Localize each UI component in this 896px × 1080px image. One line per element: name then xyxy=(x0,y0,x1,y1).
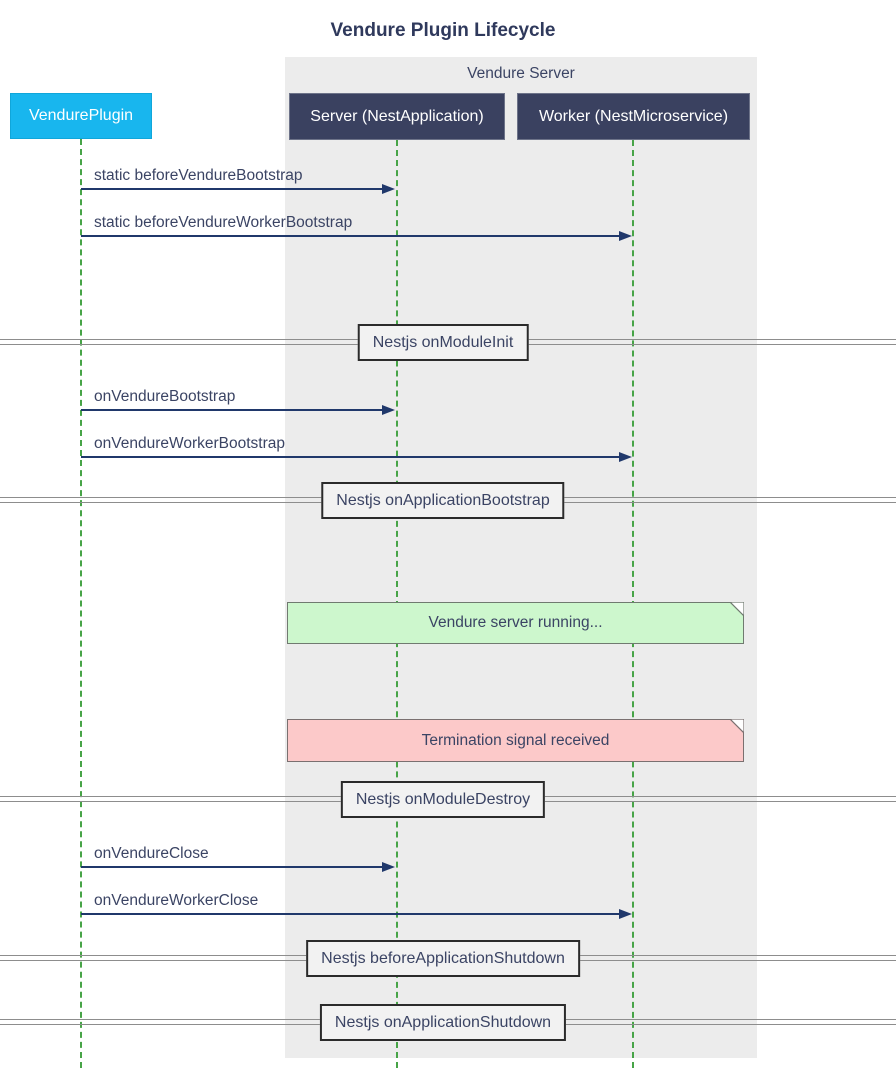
vendure-server-group xyxy=(285,57,757,1058)
message-arrow xyxy=(81,866,382,868)
note-fold-icon xyxy=(730,602,744,616)
arrow-head-icon xyxy=(382,184,395,194)
arrow-head-icon xyxy=(619,909,632,919)
message-label: static beforeVendureWorkerBootstrap xyxy=(94,214,353,231)
message-arrow xyxy=(81,409,382,411)
arrow-head-icon xyxy=(619,231,632,241)
note-termination-signal xyxy=(287,719,744,762)
arrow-head-icon xyxy=(382,862,395,872)
divider-label: Nestjs onApplicationShutdown xyxy=(320,1004,566,1041)
arrow-head-icon xyxy=(619,452,632,462)
message-label: onVendureBootstrap xyxy=(94,388,236,405)
message-label: onVendureWorkerBootstrap xyxy=(94,435,285,452)
divider-label: Nestjs onApplicationBootstrap xyxy=(321,482,564,519)
diagram-title: Vendure Plugin Lifecycle xyxy=(330,20,556,41)
arrow-head-icon xyxy=(382,405,395,415)
message-label: onVendureClose xyxy=(94,845,209,862)
note-fold-icon xyxy=(730,719,744,733)
divider-label: Nestjs beforeApplicationShutdown xyxy=(306,940,580,977)
group-label: Vendure Server xyxy=(467,65,575,82)
note-text: Termination signal received xyxy=(421,732,610,749)
message-label: static beforeVendureBootstrap xyxy=(94,167,303,184)
divider-label: Nestjs onModuleInit xyxy=(358,324,529,361)
note-text: Vendure server running... xyxy=(428,614,603,631)
actor-vendureplugin: VendurePlugin xyxy=(10,93,152,139)
message-arrow xyxy=(81,235,619,237)
message-arrow xyxy=(81,913,619,915)
divider-label: Nestjs onModuleDestroy xyxy=(341,781,545,818)
actor-server: Server (NestApplication) xyxy=(289,93,505,140)
note-server-running xyxy=(287,602,744,644)
message-arrow xyxy=(81,188,382,190)
lifeline-vendureplugin xyxy=(80,139,82,1068)
message-arrow xyxy=(81,456,619,458)
message-label: onVendureWorkerClose xyxy=(94,892,259,909)
actor-worker: Worker (NestMicroservice) xyxy=(517,93,750,140)
